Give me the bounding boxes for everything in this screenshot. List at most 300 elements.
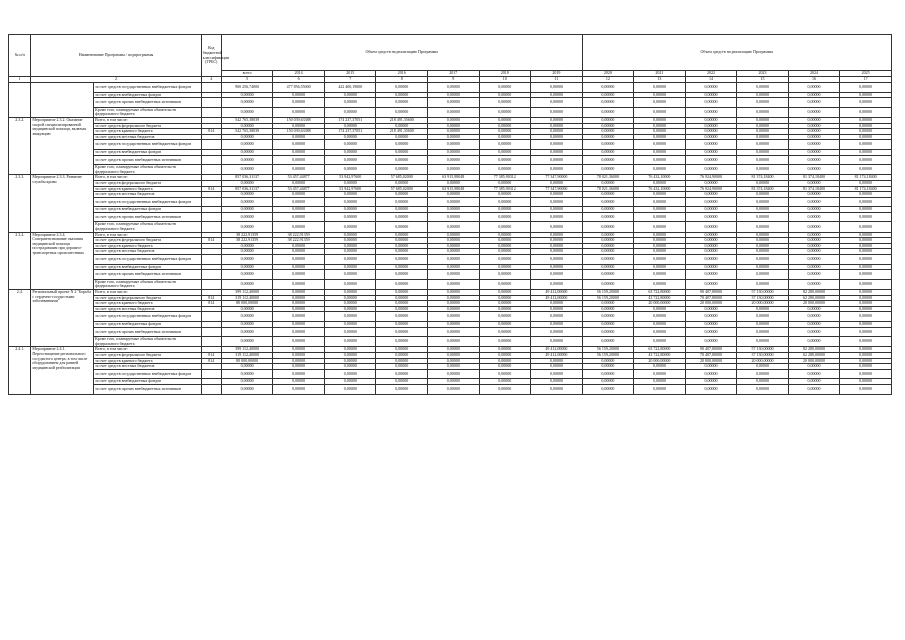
year-header: всего [221,71,273,77]
grbs-code [201,212,221,222]
amount-cell: 0,00000 [531,312,583,322]
amount-cell: 0,00000 [685,192,737,198]
amount-cell: 0,00000 [840,364,892,370]
amount-cell: 0,00000 [531,249,583,255]
amount-cell: 0,00000 [427,98,479,108]
amount-cell: 49 412,00000 [531,295,583,301]
amount-cell: 0,00000 [376,312,428,322]
amount-cell: 0,00000 [685,243,737,249]
amount-cell: 150 039,63388 [273,129,325,135]
table-row [9,98,892,108]
section-name: Мероприятие 2.3.3. Развитие службы крови [31,175,94,232]
amount-cell: 0,00000 [788,197,840,207]
amount-cell: 0,00000 [221,249,273,255]
amount-cell: 0,00000 [737,222,789,232]
amount-cell: 63 915,98048 [427,175,479,181]
amount-cell: 0,00000 [788,321,840,327]
funding-source: за счет средств местных бюджетов [94,134,202,140]
amount-cell: 0,00000 [376,140,428,150]
amount-cell: 0,00000 [840,321,892,327]
amount-cell: 0,00000 [582,197,634,207]
amount-cell: 0,00000 [788,255,840,265]
amount-cell: 0,00000 [479,312,531,322]
amount-cell: 0,00000 [324,364,376,370]
amount-cell: 0,00000 [221,384,273,394]
amount-cell: 76 432,10000 [634,186,686,192]
amount-cell: 0,00000 [634,321,686,327]
amount-cell: 0,00000 [788,306,840,312]
amount-cell: 0,00000 [479,212,531,222]
funding-source: Кроме того, планируемые объемы обязательств федерального бюджета [94,337,202,347]
grbs-code: 814 [201,358,221,364]
table-row [9,192,892,198]
amount-cell: 0,00000 [479,165,531,175]
amount-cell: 0,00000 [788,232,840,238]
amount-cell: 0,00000 [685,327,737,337]
year-header: 2015 [324,71,376,77]
amount-cell: 0,00000 [788,379,840,385]
amount-cell: 0,00000 [582,129,634,135]
amount-cell: 0,00000 [634,249,686,255]
amount-cell: 0,00000 [376,243,428,249]
amount-cell: 0,00000 [376,264,428,270]
amount-cell: 0,00000 [427,149,479,155]
amount-cell: 0,00000 [634,222,686,232]
grbs-code [201,337,221,347]
amount-cell: 0,00000 [788,270,840,280]
amount-cell: 0,00000 [479,123,531,129]
amount-cell: 0,00000 [737,107,789,117]
amount-cell: 0,00000 [479,243,531,249]
amount-cell: 0,00000 [427,207,479,213]
amount-cell: 0,00000 [788,264,840,270]
amount-cell: 20 000,00000 [634,358,686,364]
amount-cell: 0,00000 [324,243,376,249]
amount-cell: 0,00000 [427,117,479,123]
amount-cell: 0,00000 [376,98,428,108]
amount-cell: 0,00000 [427,92,479,98]
amount-cell: 0,00000 [685,232,737,238]
grbs-code [201,165,221,175]
amount-cell: 0,00000 [788,140,840,150]
amount-cell: 319 112,40000 [221,352,273,358]
amount-cell: 0,00000 [479,134,531,140]
amount-cell: 0,00000 [376,270,428,280]
amount-cell: 0,00000 [840,197,892,207]
amount-cell: 0,00000 [840,232,892,238]
amount-cell: 0,00000 [427,379,479,385]
amount-cell: 0,00000 [737,197,789,207]
section-name: Мероприятие 2.4.1. Переоснащение регионального сосудистого центра, в том числе оборудованием для ранней медицинской реабилитации [31,347,94,394]
section-name: Мероприятие 2.3.4. Совершенствование оказания медицинской помощи пострадавшим при дорожно-транспортных происшествиях [31,232,94,289]
amount-cell: 0,00000 [582,123,634,129]
amount-cell: 81 374,18400 [737,175,789,181]
amount-cell: 0,00000 [788,327,840,337]
amount-cell: 0,00000 [324,264,376,270]
amount-cell: 0,00000 [840,134,892,140]
amount-cell: 0,00000 [531,384,583,394]
amount-cell: 0,00000 [737,238,789,244]
table-row [9,264,892,270]
amount-cell: 0,00000 [376,149,428,155]
amount-cell: 0,00000 [634,243,686,249]
amount-cell: 0,00000 [737,364,789,370]
amount-cell: 0,00000 [324,98,376,108]
amount-cell: 0,00000 [376,255,428,265]
column-index: 2 [31,77,201,83]
funding-source: за счет средств местных бюджетов [94,306,202,312]
amount-cell: 0,00000 [273,364,325,370]
year-header: 2022 [685,71,737,77]
year-header: 2021 [634,71,686,77]
table-row [9,222,892,232]
amount-cell: 0,00000 [531,180,583,186]
amount-cell: 0,00000 [221,270,273,280]
amount-cell: 0,00000 [273,384,325,394]
grbs-code [201,83,221,93]
section-number: 2.4. [9,290,31,347]
table-row [9,321,892,327]
amount-cell: 0,00000 [634,238,686,244]
amount-cell: 0,00000 [634,155,686,165]
amount-cell: 53 457,44877 [273,186,325,192]
amount-cell: 0,00000 [531,301,583,307]
funding-source: за счет средств прочих внебюджетных источников [94,155,202,165]
amount-cell: 0,00000 [221,149,273,155]
amount-cell: 150 039,63388 [273,117,325,123]
column-index: 16 [788,77,840,83]
amount-cell: 0,00000 [840,358,892,364]
amount-cell: 0,00000 [582,364,634,370]
amount-cell: 0,00000 [531,197,583,207]
amount-cell: 0,00000 [273,358,325,364]
table-header [9,35,892,83]
amount-cell: 218 491,35600 [376,117,428,123]
amount-cell: 0,00000 [221,92,273,98]
amount-cell: 38 222,91359 [221,238,273,244]
amount-cell: 38 222,91359 [273,232,325,238]
grbs-code [201,222,221,232]
amount-cell: 0,00000 [531,270,583,280]
amount-cell: 0,00000 [324,249,376,255]
amount-cell: 0,00000 [840,117,892,123]
amount-cell: 399 112,40000 [221,347,273,353]
amount-cell: 0,00000 [479,222,531,232]
amount-cell: 0,00000 [479,140,531,150]
amount-cell: 0,00000 [582,270,634,280]
table-row [9,207,892,213]
amount-cell: 0,00000 [531,306,583,312]
amount-cell: 0,00000 [273,155,325,165]
grbs-code: 814 [201,301,221,307]
amount-cell: 0,00000 [324,369,376,379]
column-index: 12 [582,77,634,83]
amount-cell: 0,00000 [634,134,686,140]
amount-cell: 0,00000 [221,312,273,322]
amount-cell: 0,00000 [427,140,479,150]
amount-cell: 0,00000 [221,369,273,379]
grbs-code [201,197,221,207]
year-header: 2023 [737,71,789,77]
amount-cell: 0,00000 [427,192,479,198]
amount-cell: 0,00000 [479,279,531,289]
amount-cell: 0,00000 [582,264,634,270]
amount-cell: 0,00000 [479,207,531,213]
amount-cell: 0,00000 [479,321,531,327]
amount-cell: 0,00000 [685,384,737,394]
section-number: 2.3.3. [9,175,31,232]
amount-cell: 0,00000 [685,264,737,270]
amount-cell: 0,00000 [324,384,376,394]
amount-cell: 0,00000 [737,140,789,150]
amount-cell: 38 222,91359 [221,232,273,238]
amount-cell: 0,00000 [376,295,428,301]
grbs-code [201,155,221,165]
amount-cell: 0,00000 [840,369,892,379]
amount-cell: 0,00000 [221,140,273,150]
amount-cell: 0,00000 [273,255,325,265]
amount-cell: 0,00000 [479,149,531,155]
amount-cell: 0,00000 [376,369,428,379]
amount-cell: 0,00000 [427,347,479,353]
funding-source: за счет средств государственных внебюджетных фондов [94,197,202,207]
amount-cell: 0,00000 [840,83,892,93]
amount-cell: 0,00000 [221,207,273,213]
amount-cell: 0,00000 [479,249,531,255]
amount-cell: 0,00000 [582,207,634,213]
amount-cell: 0,00000 [531,364,583,370]
amount-cell: 0,00000 [221,192,273,198]
amount-cell: 0,00000 [376,238,428,244]
amount-cell: 0,00000 [582,107,634,117]
amount-cell: 0,00000 [479,255,531,265]
amount-cell: 0,00000 [634,364,686,370]
grbs-code [201,327,221,337]
amount-cell: 0,00000 [737,165,789,175]
amount-cell: 0,00000 [634,192,686,198]
amount-cell: 174 237,37051 [324,129,376,135]
funding-source: за счет средств внебюджетных фондов [94,379,202,385]
year-header: 2019 [531,71,583,77]
amount-cell: 56 159,20000 [582,347,634,353]
amount-cell: 0,00000 [840,155,892,165]
amount-cell: 76 924,90000 [685,175,737,181]
amount-cell: 0,00000 [531,149,583,155]
year-header: 2025 [840,71,892,77]
amount-cell: 0,00000 [427,321,479,327]
amount-cell: 0,00000 [427,358,479,364]
amount-cell: 0,00000 [685,117,737,123]
amount-cell: 0,00000 [737,369,789,379]
amount-cell: 0,00000 [479,384,531,394]
funding-source: за счет средств местных бюджетов [94,192,202,198]
header-kbk: Код бюджетной классификации (ГРБС) [201,35,221,77]
amount-cell: 0,00000 [273,369,325,379]
amount-cell: 0,00000 [788,364,840,370]
amount-cell: 0,00000 [582,134,634,140]
amount-cell: 0,00000 [479,352,531,358]
table-row [9,134,892,140]
amount-cell: 0,00000 [840,295,892,301]
amount-cell: 0,00000 [788,165,840,175]
table-row [9,107,892,117]
amount-cell: 0,00000 [376,123,428,129]
amount-cell: 49 412,00000 [531,290,583,296]
amount-cell: 0,00000 [376,92,428,98]
amount-cell: 0,00000 [273,290,325,296]
amount-cell: 0,00000 [324,232,376,238]
amount-cell: 0,00000 [324,192,376,198]
amount-cell: 20 000,00000 [788,358,840,364]
funding-source: Всего, в том числе: [94,175,202,181]
funding-source: за счет средств государственных внебюджетных фондов [94,140,202,150]
section-name [31,83,94,118]
amount-cell: 0,00000 [685,379,737,385]
amount-cell: 0,00000 [685,222,737,232]
amount-cell: 0,00000 [685,107,737,117]
budget-table [8,34,892,395]
amount-cell: 0,00000 [582,222,634,232]
amount-cell: 0,00000 [324,290,376,296]
amount-cell: 0,00000 [737,117,789,123]
year-header: 2020 [582,71,634,77]
amount-cell: 0,00000 [273,327,325,337]
amount-cell: 0,00000 [273,149,325,155]
amount-cell: 0,00000 [788,238,840,244]
amount-cell: 0,00000 [737,192,789,198]
amount-cell: 0,00000 [737,279,789,289]
amount-cell: 0,00000 [788,384,840,394]
amount-cell: 0,00000 [788,369,840,379]
amount-cell: 0,00000 [840,92,892,98]
table-row [9,384,892,394]
amount-cell: 0,00000 [376,337,428,347]
section-number [9,83,31,118]
amount-cell: 0,00000 [788,149,840,155]
amount-cell: 0,00000 [427,306,479,312]
amount-cell: 0,00000 [634,255,686,265]
amount-cell: 0,00000 [427,238,479,244]
amount-cell: 218 491,35600 [376,129,428,135]
funding-source: за счет средств прочих внебюджетных источников [94,384,202,394]
amount-cell: 0,00000 [788,117,840,123]
amount-cell: 0,00000 [840,264,892,270]
amount-cell: 0,00000 [840,149,892,155]
amount-cell: 0,00000 [531,279,583,289]
year-header: 2017 [427,71,479,77]
amount-cell: 0,00000 [479,180,531,186]
amount-cell: 0,00000 [840,352,892,358]
amount-cell: 0,00000 [273,301,325,307]
amount-cell: 82 280,00000 [788,290,840,296]
amount-cell: 0,00000 [273,207,325,213]
amount-cell: 0,00000 [634,165,686,175]
amount-cell: 0,00000 [531,92,583,98]
amount-cell: 0,00000 [582,155,634,165]
amount-cell: 857 036,31137 [221,175,273,181]
amount-cell: 0,00000 [685,98,737,108]
funding-source: за счет средств краевого бюджета [94,243,202,249]
amount-cell: 0,00000 [479,379,531,385]
amount-cell: 0,00000 [634,129,686,135]
amount-cell: 0,00000 [531,165,583,175]
amount-cell: 0,00000 [634,207,686,213]
amount-cell: 0,00000 [376,165,428,175]
amount-cell: 0,00000 [427,270,479,280]
amount-cell: 0,00000 [840,337,892,347]
amount-cell: 0,00000 [221,123,273,129]
amount-cell: 0,00000 [324,140,376,150]
amount-cell: 0,00000 [427,352,479,358]
amount-cell: 80 000,00000 [221,358,273,364]
amount-cell: 0,00000 [582,255,634,265]
amount-cell: 0,00000 [221,197,273,207]
amount-cell: 0,00000 [737,379,789,385]
funding-source: за счет средств внебюджетных фондов [94,149,202,155]
table-row [9,379,892,385]
amount-cell: 0,00000 [376,107,428,117]
amount-cell: 0,00000 [376,379,428,385]
amount-cell: 0,00000 [479,192,531,198]
amount-cell: 0,00000 [324,321,376,327]
amount-cell: 0,00000 [221,243,273,249]
amount-cell: 0,00000 [479,290,531,296]
table-row [9,279,892,289]
amount-cell: 0,00000 [582,140,634,150]
amount-cell: 0,00000 [531,129,583,135]
amount-cell: 0,00000 [531,238,583,244]
amount-cell: 0,00000 [273,312,325,322]
amount-cell: 0,00000 [324,197,376,207]
amount-cell: 0,00000 [634,312,686,322]
amount-cell: 0,00000 [685,238,737,244]
amount-cell: 0,00000 [582,384,634,394]
amount-cell: 0,00000 [840,222,892,232]
amount-cell: 63 915,98048 [427,186,479,192]
amount-cell: 0,00000 [221,165,273,175]
amount-cell: 0,00000 [376,321,428,327]
section-number: 2.4.1. [9,347,31,394]
table-row [9,165,892,175]
amount-cell: 0,00000 [376,232,428,238]
amount-cell: 0,00000 [479,270,531,280]
amount-cell: 0,00000 [582,238,634,244]
amount-cell: 0,00000 [840,379,892,385]
amount-cell: 0,00000 [376,180,428,186]
table-body [9,83,892,395]
amount-cell: 0,00000 [582,83,634,93]
funding-source: за счет средств государственных внебюджетных фондов [94,255,202,265]
amount-cell: 0,00000 [531,255,583,265]
amount-cell: 0,00000 [634,180,686,186]
grbs-code [201,270,221,280]
header-no: № п/п [9,35,31,77]
amount-cell: 0,00000 [685,249,737,255]
table-row [9,337,892,347]
column-index: 14 [685,77,737,83]
column-index: 8 [376,77,428,83]
amount-cell: 0,00000 [221,279,273,289]
amount-cell: 0,00000 [273,192,325,198]
funding-source: за счет средств местных бюджетов [94,364,202,370]
amount-cell: 0,00000 [376,306,428,312]
amount-cell: 56 159,20000 [582,290,634,296]
amount-cell: 63 722,80000 [634,290,686,296]
amount-cell: 0,00000 [685,255,737,265]
funding-source: за счет средств федерального бюджета [94,352,202,358]
amount-cell: 63 722,80000 [634,347,686,353]
amount-cell: 0,00000 [582,149,634,155]
